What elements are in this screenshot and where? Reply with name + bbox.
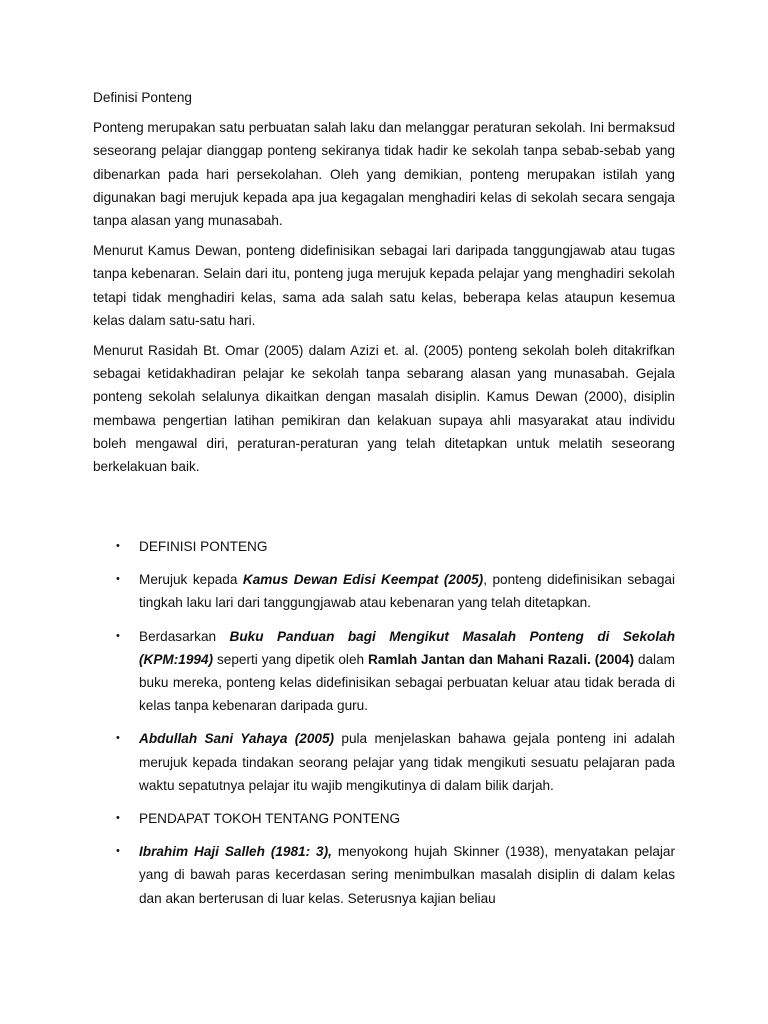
citation-source: Abdullah Sani Yahaya (2005) xyxy=(139,731,335,747)
citation-source: Kamus Dewan Edisi Keempat (2005) xyxy=(242,572,484,588)
document-body xyxy=(93,86,676,906)
citation-source: Buku Panduan bagi Mengikut Masalah Ponteng di Sekolah (KPM:1994) xyxy=(139,628,675,667)
paragraph-2: Menurut Kamus Dewan, ponteng didefinisikan sebagai lari daripada tanggungjawab atau tugas tanpa kebenaran. Selain dari itu, ponteng juga merujuk kepada pelajar yang menghadiri sekolah tetapi tidak menghadiri kelas, sama ada salah satu kelas, beberapa kelas ataupun kesemua kelas dalam satu-satu hari. xyxy=(93,243,675,328)
bullet-icon: • xyxy=(116,540,120,552)
bullet-text-post: , ponteng didefinisikan sebagai tingkah laku lari dari tanggungjawab atau kebenaran yang telah ditetapkan. xyxy=(139,572,675,611)
bullet-text-mid: seperti yang dipetik oleh xyxy=(213,651,369,667)
bullet-icon: • xyxy=(116,629,120,642)
paragraph-1: Ponteng merupakan satu perbuatan salah laku dan melanggar peraturan sekolah. Ini bermaksud seseorang pelajar dianggap ponteng sekiranya tidak hadir ke sekolah tanpa sebab-sebab yang dibenarkan pada hari persekolahan. Oleh yang demikian, ponteng merupakan istilah yang digunakan bagi merujuk kepada apa jua kegagalan menghadiri kelas di sekolah secara sengaja tanpa alasan yang munasabah. xyxy=(93,120,675,229)
bullet-item-abdullah-sani xyxy=(93,727,675,797)
bullet-item-buku-panduan xyxy=(93,625,675,718)
bullet-list xyxy=(93,535,675,920)
bullet-text-post: pula menjelaskan bahawa gejala ponteng ini adalah merujuk kepada tindakan seorang pelajar yang tidak mengikuti sesuatu pelajaran pada waktu sepatutnya pelajar itu wajib mengikutinya di dalam bilik darjah. xyxy=(139,731,675,793)
document-title: Definisi Ponteng xyxy=(93,90,192,105)
bullet-icon: • xyxy=(116,845,120,858)
bullet-text-post: dalam buku mereka, ponteng kelas didefinisikan sebagai perbuatan keluar atau tidak berada di kelas tanpa kebenaran daripada guru. xyxy=(139,651,675,714)
bullet-icon: • xyxy=(116,732,120,745)
bullet-text-pre: Berdasarkan xyxy=(139,628,230,644)
bullet-text-pre: Merujuk kepada xyxy=(139,572,243,588)
paragraph-3: Menurut Rasidah Bt. Omar (2005) dalam Azizi et. al. (2005) ponteng sekolah boleh ditakrifkan sebagai ketidakhadiran pelajar ke sekolah tanpa sebarang alasan yang munasabah. Gejala ponteng sekolah selalunya dikaitkan dengan masalah disiplin. Kamus Dewan (2000), disiplin membawa pengertian latihan pemikiran dan kelakuan supaya ahli masyarakat atau individu boleh mengawal diri, peraturan-peraturan yang telah ditetapkan untuk melatih seseorang berkelakuan baik. xyxy=(93,343,675,475)
bullet-item-kamus-dewan xyxy=(93,568,675,614)
bullet-item-pendapat-heading xyxy=(93,807,675,830)
citation-source: Ibrahim Haji Salleh (1981: 3), xyxy=(139,844,332,860)
bullet-item-definisi-heading xyxy=(93,535,675,558)
bullet-text: PENDAPAT TOKOH TENTANG PONTENG xyxy=(139,811,401,827)
citation-authors: Ramlah Jantan dan Mahani Razali. (2004) xyxy=(368,651,634,667)
bullet-icon: • xyxy=(116,812,120,825)
bullet-icon: • xyxy=(116,573,120,586)
bullet-item-ibrahim-salleh xyxy=(93,840,675,910)
bullet-text-post: menyokong hujah Skinner (1938), menyatakan pelajar yang di bawah paras kecerdasan sering menimbulkan masalah disiplin di dalam kelas dan akan berterusan di luar kelas. Seterusnya kajian beliau xyxy=(139,844,676,906)
bullet-text: DEFINISI PONTENG xyxy=(139,539,268,554)
